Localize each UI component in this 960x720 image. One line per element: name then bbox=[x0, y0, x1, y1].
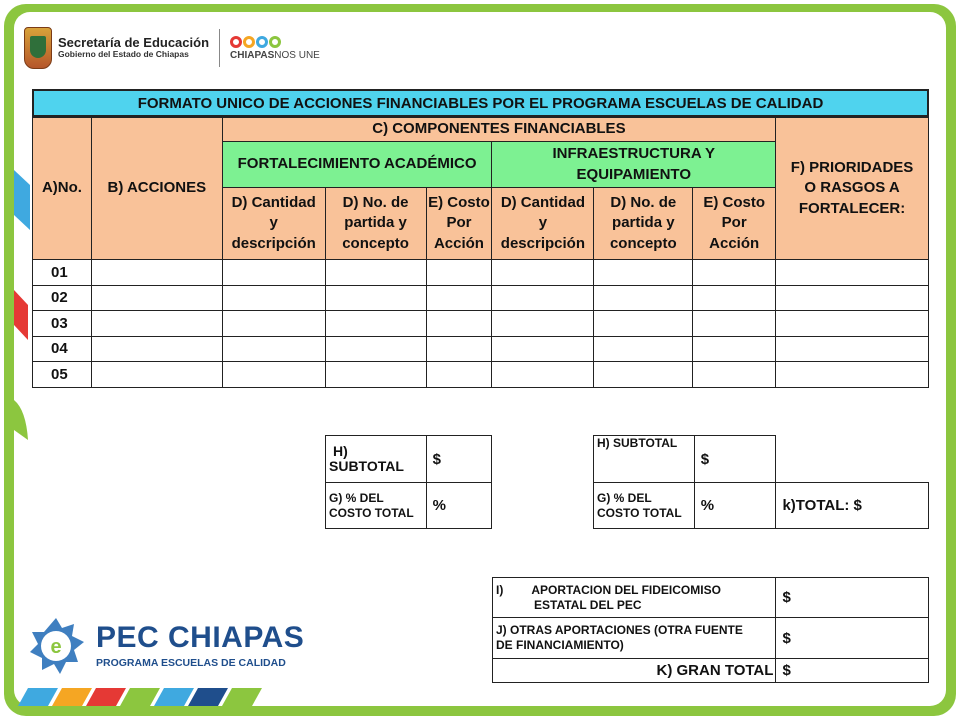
table-cell-input[interactable] bbox=[776, 311, 929, 337]
table-cell-input[interactable] bbox=[426, 285, 492, 311]
k-gran-total-label: K) GRAN TOTAL bbox=[493, 659, 776, 683]
table-cell-input[interactable] bbox=[693, 362, 776, 388]
table-cell-input[interactable] bbox=[492, 311, 594, 337]
table-cell-input[interactable] bbox=[426, 336, 492, 362]
table-cell-input[interactable] bbox=[776, 285, 929, 311]
table-cell-input[interactable] bbox=[222, 336, 325, 362]
h-subtotal-field[interactable]: $ bbox=[426, 436, 491, 483]
table-cell-input[interactable] bbox=[492, 285, 594, 311]
componentes-header: C) COMPONENTES FINANCIABLES bbox=[222, 118, 775, 142]
k-total-field[interactable]: k)TOTAL: $ bbox=[776, 483, 929, 529]
table-row bbox=[33, 285, 929, 311]
table-cell-input[interactable] bbox=[222, 362, 325, 388]
table-cell-input[interactable] bbox=[492, 336, 594, 362]
header-divider bbox=[219, 29, 220, 67]
table-cell-input[interactable] bbox=[776, 362, 929, 388]
pec-name: PEC CHIAPAS bbox=[96, 621, 305, 654]
table-row bbox=[33, 260, 929, 286]
table-cell-input[interactable] bbox=[693, 260, 776, 286]
colored-stripes-decoration bbox=[18, 688, 438, 706]
table-cell-input[interactable] bbox=[492, 260, 594, 286]
table-cell-input[interactable] bbox=[594, 362, 693, 388]
table-cell-input[interactable] bbox=[776, 336, 929, 362]
table-cell-input[interactable] bbox=[91, 285, 222, 311]
sub-costo-1: E) Costo Por Acción bbox=[426, 188, 492, 260]
g-porcentaje-label: G) % DEL COSTO TOTAL bbox=[326, 483, 427, 529]
prioridades-line-1: F) PRIORIDADES bbox=[790, 159, 914, 177]
form-title: FORMATO UNICO DE ACCIONES FINANCIABLES POR EL PROGRAMA ESCUELAS DE CALIDAD bbox=[32, 89, 929, 117]
table-cell-input[interactable] bbox=[222, 311, 325, 337]
col-no-header: A)No. bbox=[33, 118, 92, 260]
row-number: 04 bbox=[33, 336, 92, 362]
j-otras-aportaciones-field[interactable]: $ bbox=[776, 618, 929, 659]
gobierno-subtitle: Gobierno del Estado de Chiapas bbox=[58, 49, 189, 60]
nos-une-text: NOS UNE bbox=[274, 49, 320, 61]
infraestructura-line-2: EQUIPAMIENTO bbox=[576, 165, 691, 183]
subtotal-right-table bbox=[593, 435, 929, 529]
prioridades-line-3: FORTALECER: bbox=[798, 199, 906, 217]
col-acciones-header: B) ACCIONES bbox=[91, 118, 222, 260]
table-cell-input[interactable] bbox=[325, 285, 426, 311]
table-cell-input[interactable] bbox=[426, 362, 492, 388]
infraestructura-header bbox=[492, 142, 776, 188]
table-cell-input[interactable] bbox=[594, 260, 693, 286]
table-cell-input[interactable] bbox=[91, 260, 222, 286]
infraestructura-line-1: INFRAESTRUCTURA Y bbox=[552, 145, 716, 163]
fortalecimiento-header: FORTALECIMIENTO ACADÉMICO bbox=[222, 142, 492, 188]
table-cell-input[interactable] bbox=[426, 260, 492, 286]
state-crest-icon bbox=[24, 27, 52, 69]
g-porcentaje-right-label: G) % DEL COSTO TOTAL bbox=[594, 483, 695, 529]
aportaciones-table bbox=[492, 577, 929, 683]
table-cell-input[interactable] bbox=[693, 285, 776, 311]
table-cell-input[interactable] bbox=[91, 336, 222, 362]
table-row bbox=[33, 362, 929, 388]
secretaria-logo-text bbox=[58, 36, 209, 60]
pec-emblem-icon bbox=[26, 616, 86, 676]
chiapas-bold-text: CHIAPAS bbox=[230, 49, 275, 61]
sub-partida-1: D) No. de partida y concepto bbox=[325, 188, 426, 260]
h-subtotal-right-label: H) SUBTOTAL bbox=[594, 436, 695, 483]
table-cell-input[interactable] bbox=[776, 260, 929, 286]
rings-icon bbox=[230, 36, 281, 48]
table-cell-input[interactable] bbox=[492, 362, 594, 388]
row-number: 02 bbox=[33, 285, 92, 311]
pec-chiapas-logo bbox=[26, 616, 304, 676]
table-cell-input[interactable] bbox=[594, 285, 693, 311]
secretaria-title: Secretaría de Educación bbox=[58, 35, 210, 51]
row-number: 01 bbox=[33, 260, 92, 286]
h-subtotal-right-field[interactable]: $ bbox=[694, 436, 776, 483]
table-cell-input[interactable] bbox=[594, 336, 693, 362]
table-cell-input[interactable] bbox=[693, 311, 776, 337]
row-number: 05 bbox=[33, 362, 92, 388]
prioridades-line-2: O RASGOS A bbox=[804, 179, 900, 197]
table-cell-input[interactable] bbox=[222, 285, 325, 311]
table-cell-input[interactable] bbox=[91, 362, 222, 388]
k-gran-total-field[interactable]: $ bbox=[776, 659, 929, 683]
i-aportacion-label: I) APORTACION DEL FIDEICOMISO ESTATAL DEL PEC bbox=[493, 578, 776, 618]
sub-cantidad-1: D) Cantidad y descripción bbox=[222, 188, 325, 260]
table-cell-input[interactable] bbox=[222, 260, 325, 286]
table-cell-input[interactable] bbox=[594, 311, 693, 337]
subtotal-left-table bbox=[325, 435, 492, 529]
table-cell-input[interactable] bbox=[693, 336, 776, 362]
chiapas-nos-une-logo bbox=[230, 36, 320, 61]
j-otras-aportaciones-label: J) OTRAS APORTACIONES (OTRA FUENTE DE FINANCIAMIENTO) bbox=[493, 618, 776, 659]
table-cell-input[interactable] bbox=[426, 311, 492, 337]
acciones-table bbox=[32, 117, 929, 388]
h-subtotal-label: H) SUBTOTAL bbox=[326, 436, 427, 483]
svg-text:e: e bbox=[50, 636, 62, 658]
table-row bbox=[33, 311, 929, 337]
table-cell-input[interactable] bbox=[325, 336, 426, 362]
table-cell-input[interactable] bbox=[325, 260, 426, 286]
table-row bbox=[33, 336, 929, 362]
table-cell-input[interactable] bbox=[91, 311, 222, 337]
table-cell-input[interactable] bbox=[325, 362, 426, 388]
g-porcentaje-field[interactable]: % bbox=[426, 483, 491, 529]
table-cell-input[interactable] bbox=[325, 311, 426, 337]
i-aportacion-field[interactable]: $ bbox=[776, 578, 929, 618]
g-porcentaje-right-field[interactable]: % bbox=[694, 483, 776, 529]
pec-subtitle: PROGRAMA ESCUELAS DE CALIDAD bbox=[96, 657, 286, 669]
sub-partida-2: D) No. de partida y concepto bbox=[594, 188, 693, 260]
row-number: 03 bbox=[33, 311, 92, 337]
header-logos bbox=[24, 24, 320, 72]
sub-cantidad-2: D) Cantidad y descripción bbox=[492, 188, 594, 260]
prioridades-header bbox=[776, 118, 929, 260]
sub-costo-2: E) Costo Por Acción bbox=[693, 188, 776, 260]
